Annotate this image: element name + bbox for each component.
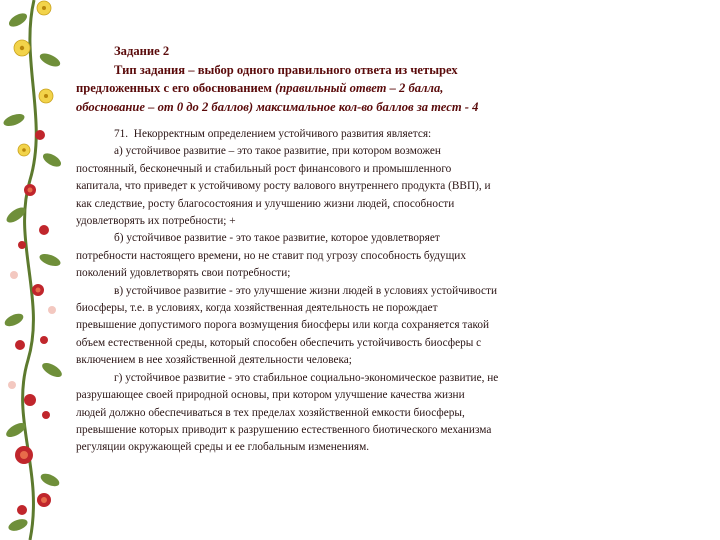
answer-option-line: удовлетворять их потребности; + xyxy=(76,215,236,228)
answer-option-line: постоянный, бесконечный и стабильный рост финансового и промышленного xyxy=(76,162,452,175)
answer-option xyxy=(76,143,606,230)
question-number: 71. xyxy=(114,128,129,140)
answer-option-line: как следствие, росту благосостояния и улучшению жизни людей, способности xyxy=(76,197,455,210)
task-scoring-italic: (правильный ответ – 2 балла, xyxy=(275,81,444,95)
question-text: Некорректным определением устойчивого развития является: xyxy=(133,128,432,140)
slide-content xyxy=(76,42,606,457)
floral-border-decoration xyxy=(0,0,68,540)
answer-option-line: людей должно обеспечиваться в тех пределах хозяйственной емкости биосферы, xyxy=(76,406,465,419)
answer-option-first-line: б) устойчивое развитие - это такое развитие, которое удовлетворяет xyxy=(114,232,440,245)
task-type-line-3 xyxy=(76,79,606,98)
answer-option-line: потребности настоящего времени, но не ставит под угрозу способность будущих xyxy=(76,249,466,262)
answer-option-line: разрушающее своей природной основы, при котором улучшение качества жизни xyxy=(76,389,465,402)
task-type-line: Тип задания – выбор одного правильного ответа из четырех xyxy=(114,62,458,77)
answer-option-first-line: а) устойчивое развитие – это такое развитие, при котором возможен xyxy=(114,145,441,158)
answer-option-line: объем естественной среды, который способен обеспечить устойчивость биосферы с xyxy=(76,336,482,349)
task-type-text: предложенных с его обоснованием xyxy=(76,81,276,95)
answer-option-line: превышение которых приводит к разрушению естественного биотического механизма xyxy=(76,423,492,436)
task-header xyxy=(76,42,606,116)
question-block xyxy=(76,126,606,457)
task-title: Задание 2 xyxy=(114,44,170,58)
answer-option-line: поколений удовлетворять свои потребности; xyxy=(76,267,291,280)
answer-option-line: биосферы, т.е. в условиях, когда хозяйственная деятельность не порождает xyxy=(76,302,438,315)
task-scoring-line: обоснование – от 0 до 2 баллов) максимальное кол-во баллов за тест - 4 xyxy=(76,99,479,114)
answer-option xyxy=(76,370,606,457)
answer-option xyxy=(76,283,606,370)
question-line xyxy=(76,126,606,143)
answer-option-line: капитала, что приведет к устойчивому росту валового внутреннего продукта (ВВП), и xyxy=(76,180,491,193)
answer-option-line: превышение допустимого порога возмущения биосферы или когда сохраняется такой xyxy=(76,319,490,332)
answer-option-first-line: г) устойчивое развитие - это стабильное социально-экономическое развитие, не xyxy=(114,371,499,384)
answer-option-line: включением в нее хозяйственной деятельности человека; xyxy=(76,354,352,367)
answer-option xyxy=(76,230,606,282)
answer-option-line: регуляции окружающей среды и ее глобальным изменениям. xyxy=(76,441,370,454)
answer-option-first-line: в) устойчивое развитие - это улучшение жизни людей в условиях устойчивости xyxy=(114,284,498,297)
